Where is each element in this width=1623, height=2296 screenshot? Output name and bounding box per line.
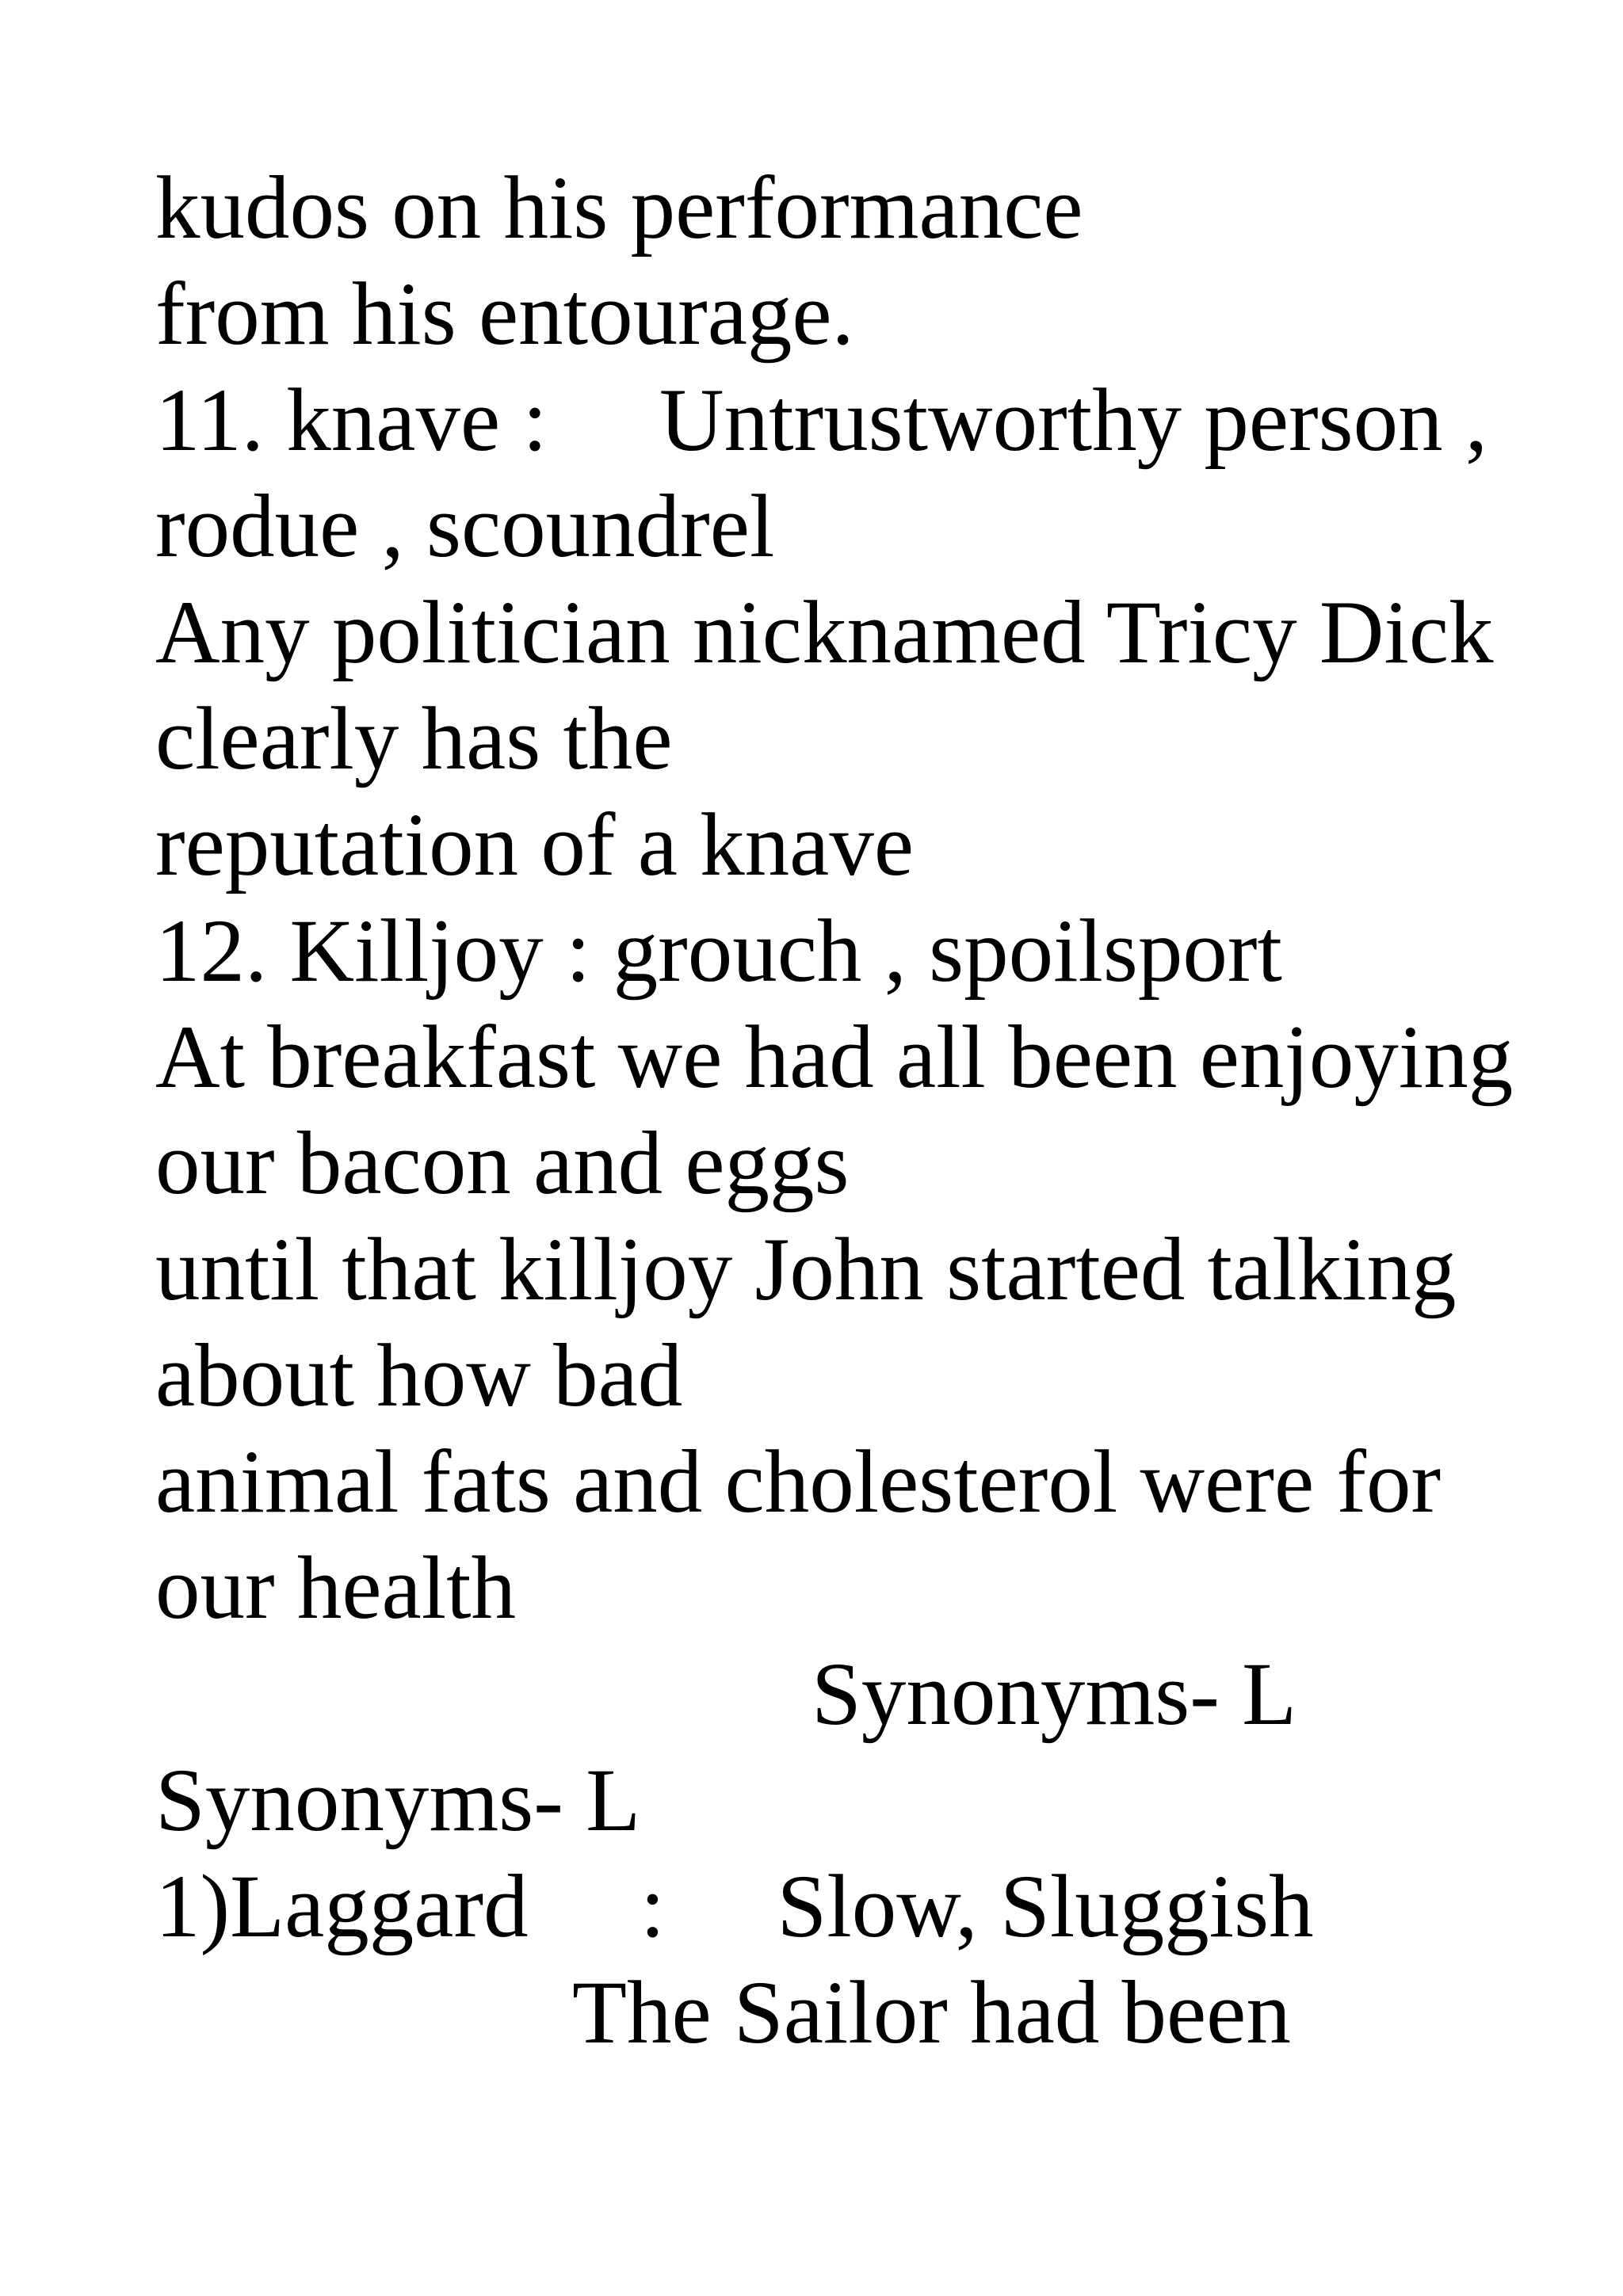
text-line: reputation of a knave [155,795,914,894]
text-line: Any politician nicknamed Tricy Dick [155,583,1494,682]
text-line: our health [155,1539,516,1638]
text-line: clearly has the [155,689,673,788]
text-line: kudos on his performance [155,158,1083,257]
text-line: The Sailor had been [572,1963,1291,2062]
document-text [155,155,1598,2066]
text-line: 1)Laggard : Slow, Sluggish [155,1857,1314,1956]
text-line: our bacon and eggs [155,1114,850,1213]
text-line: 11. knave : Untrustworthy person , [155,371,1488,470]
section-heading: Synonyms- L [812,1645,1297,1744]
text-line: about how bad [155,1326,683,1425]
text-line: until that killjoy John started talking [155,1220,1457,1319]
text-line: animal fats and cholesterol were for [155,1432,1442,1531]
text-line: from his entourage. [155,265,854,364]
text-line: At breakfast we had all been enjoying [155,1008,1514,1107]
text-line: rodue , scoundrel [155,477,775,576]
text-line: 12. Killjoy : grouch , spoilsport [155,902,1282,1001]
section-heading: Synonyms- L [155,1751,641,1850]
